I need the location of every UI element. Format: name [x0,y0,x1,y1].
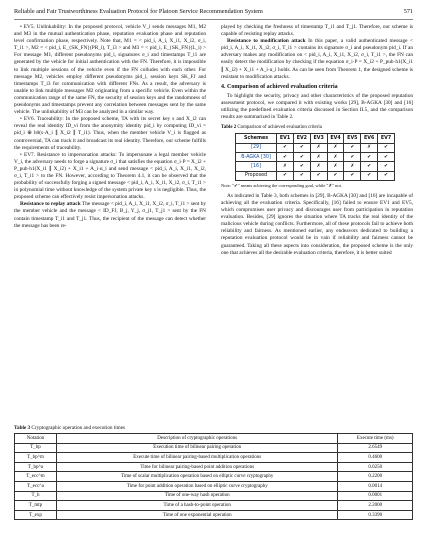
criterion-cell: ✔ [378,171,395,180]
notation-cell: T_exp [15,510,57,520]
criterion-cell: ✔ [277,171,294,180]
scheme-cell: Proposed [236,171,277,180]
table2-row [236,162,395,171]
criterion-cell: ✗ [344,162,361,171]
paragraph-analysis: As indicated in Table 3, both schemes in [29], B-AGKA [30] and [16] are incapable of achieving all the evaluation criteria. Specifically, [16] failed to ensure EV1 and EV5, which compromises user privacy and discourages user from participation in reputation evaluation. Besides, [29] ignores the situation where TA tracks the real identity of the malicious vehicle during conflicts. Furthermore, all of these protocols fail to achieve both reliability and fairness. As mentioned earlier, any endeavors dedicated to building a reputation evaluation protocol would be in vain if reliability and fairness cannot be guaranteed. Taking all these aspects into consideration, the proposed scheme is the only one that achieves all the desirable evaluation criteria, therefore, it is better suited [221,192,413,256]
criterion-cell: ✔ [378,143,395,152]
table2-header: EV2 [293,134,310,143]
table2-note: Note: "✔" means achieving the corresponding goal, while "✗" not. [221,182,342,188]
notation-cell: T_ecc^a [15,481,57,491]
table2-header: EV5 [344,134,361,143]
table2-header: EV3 [310,134,327,143]
notation-cell: T_ecc^m [15,472,57,482]
table3-row [15,481,413,491]
criterion-cell: ✗ [327,143,344,152]
notation-cell: T_bp^a [15,462,57,472]
table3-row [15,453,413,463]
paragraph-ev6: • EV6. Traceability: In the proposed scheme, TA with its secret key s and X_i2 can reveal the real identity ID_vi from the anonymity identity pid_i by computing ID_vi = pid_i ⊕ h0(s·A_i ∥ X_i2 ∥ T_i1). Thus, when the member vehicle V_i is flagged as controversial, TA can track it and broadcast its real identity. Therefore, our scheme fulfills the requirements of traceability. [14,116,206,151]
criterion-cell: ✗ [327,162,344,171]
criterion-cell: ✗ [310,162,327,171]
table3-row [15,462,413,472]
running-header [14,7,413,20]
scheme-cell: [29] [236,143,277,152]
criterion-cell: ✔ [378,152,395,161]
criterion-cell: ✔ [293,143,310,152]
criterion-cell: ✗ [327,152,344,161]
table2-header: EV6 [361,134,378,143]
criterion-cell: ✔ [344,143,361,152]
time-cell: 2.6549 [338,443,413,453]
paragraph-ev5: • EV5. Unlinkability: In the proposed protocol, vehicle V_i sends messages M1, M2 and M3 in the mutual authentication phase, reputation evaluation phase and reputation level confirmation phase, respectively. Note that, M1 = < pid_i, A_i, X_i1, X_i2, σ_i, T_i1 >, M2 = < pid_i, E_{SK_FN}(PR_i), T_i3 > and M3 = < pid_i, E_{SK_FN}(L_i) > For message M1, different pseudonyms pid_i, signatures σ_i and timestamps T_i1 are generated by the vehicle for initial authentication with the FN. Therefore, it is impossible to link multiple sessions of the vehicle even if the FN colludes with each other. For message M2, vehicles employ different pseudonyms pid_i, session keys SK_FJ and timestamps T_i3 for communication with different FNs. As a result, the adversary is unable to link multiple messages M2 originating from a specific vehicle. Even within the communication range of the same FN, the security of session keys and the randomness of pseudonyms and timestamps prevent any correlation between messages sent by the same vehicle. The unlinkability of M3 can be analyzed in a similar way. [14,24,206,116]
table2-header: EV4 [327,134,344,143]
running-title: Reliable and Fair Trustworthiness Evaluation Protocol for Platoon Service Recommendation System [14,8,263,15]
notation-cell: T_h [15,491,57,501]
notation-cell: T_mtp [15,501,57,511]
description-cell: Time of a hash-to-point operation [56,501,338,511]
description-cell: Time of one-way hash operation [56,491,338,501]
description-cell: Time for point addition operation based on elliptic curve cryptography [56,481,338,491]
description-cell: Time for bilinear pairing-based point addition operations [56,462,338,472]
table3-row [15,501,413,511]
description-cell: Execute time of bilinear pairing-based multiplication operations [56,453,338,463]
paragraph-replay-cont: played by checking the freshness of timestamp T_i1 and T_j1. Therefore, our scheme is capable of resisting replay attacks. [221,24,413,38]
table3-header: Description of cryptographic operations [56,434,338,444]
time-cell: 0.3390 [338,510,413,520]
table3-row [15,510,413,520]
table2-header: EV7 [378,134,395,143]
time-cell: 0.2200 [338,472,413,482]
criterion-cell: ✔ [361,152,378,161]
table3-row [15,472,413,482]
table3-row [15,443,413,453]
criterion-cell: ✔ [293,162,310,171]
table2-caption: Table 2 Comparison of achieved evaluation criteria [221,125,322,131]
criterion-cell: ✗ [277,162,294,171]
notation-cell: T_bp^m [15,453,57,463]
table3-block [14,425,413,520]
comparison-table [235,133,395,180]
scheme-cell: [16] [236,162,277,171]
criterion-cell: ✔ [344,171,361,180]
paragraph-comparison: To highlight the security, privacy and other characteristics of the proposed reputation assessment protocol, we compared it with existing works [29], B-AGKA [30] and [16] utilizing the predefined evaluation criteria discussed in Section II.5, and the comparison results are summarized in Table 2. [221,92,413,121]
criterion-cell: ✔ [378,162,395,171]
time-cell: 0.0001 [338,491,413,501]
left-column [14,24,206,230]
description-cell: Execution time of bilinear pairing operation [56,443,338,453]
criterion-cell: ✔ [361,171,378,180]
table2-header: Schemes [236,134,277,143]
table2-row [236,152,395,161]
time-cell: 0.0014 [338,481,413,491]
table3-header: Notation [15,434,57,444]
time-cell: 0.4600 [338,453,413,463]
table2-header: EV1 [277,134,294,143]
criterion-cell: ✗ [361,143,378,152]
criterion-cell: ✗ [310,143,327,152]
criterion-cell: ✔ [277,143,294,152]
table3-row [15,491,413,501]
right-column [221,24,413,257]
criterion-cell: ✔ [327,171,344,180]
criterion-cell: ✔ [293,152,310,161]
paragraph-ev7: • EV7. Resistance to impersonation attacks: To impersonate a legal member vehicle V_i, the adversary needs to forge a signature σ_i that satisfies the equation σ_i·P = X_i2 + P_pub·h1(X_i1 ∥ X_i2) + X_i1 + A_i·α_i and send message < pid_i, A_i, X_i1, X_i2, σ_i, T_i1 > to the FN. However, according to Theorem 4.1, it can be observed that the probability of successfully forging a signed message < pid_i, A_i, X_i1, X_i2, σ_i, T_i1 > in polynomial time without knowledge of the system private key s is negligible. Thus, the proposed scheme can effectively resist impersonation attacks. [14,151,206,201]
table3-header: Execute time (ms) [338,434,413,444]
section-heading: 4. Comparison of achieved evaluation criteria [221,83,338,90]
description-cell: Time of one exponential operation [56,510,338,520]
table2-row [236,171,395,180]
criterion-cell: ✔ [344,152,361,161]
time-cell: 0.0250 [338,462,413,472]
paragraph-modification: Resistance to modification attack In this paper, a valid authenticated message < pid_i, A_i, X_i1, X_i2, σ_i, T_i1 > contains its signature σ_i and pseudonym pid_i. If an adversary makes any modification on < pid_i, A_i, X_i1, X_i2, σ_i, T_i1 >, the FN can easily detect the modification by checking if the equation σ_i·P = X_i2 + P_pub·h1(X_i1 ∥ X_i2) + X_i1 + A_i·α_i holds. As can be seen from Theorem 1, the designed scheme is resistant to modification attacks. [221,38,413,80]
paragraph-replay: Resistance to replay attack The message < pid_i, A_i, X_i1, X_i2, σ_i, T_i1 > sent by the member vehicle and the message < ID_FJ, B_j, Y_j, σ_j1, T_j1 > sent by the FN contain timestamp T_i1 and T_j1. Thus, the recipient of the message can detect whether the message has been re- [14,201,206,229]
description-cell: Time of scalar multiplication operation based on elliptic curve cryptography [56,472,338,482]
criterion-cell: ✔ [293,171,310,180]
table2-row [236,143,395,152]
criterion-cell: ✔ [310,171,327,180]
notation-cell: T_bp [15,443,57,453]
criterion-cell: ✔ [361,162,378,171]
time-cell: 2.2000 [338,501,413,511]
criterion-cell: ✗ [310,152,327,161]
crypto-operations-table [14,433,413,520]
criterion-cell: ✔ [277,152,294,161]
scheme-cell: B-AGKA [30] [236,152,277,161]
table3-caption: Table 3 Cryptographic operation and execution times [14,425,126,431]
page-number: 571 [403,8,413,15]
